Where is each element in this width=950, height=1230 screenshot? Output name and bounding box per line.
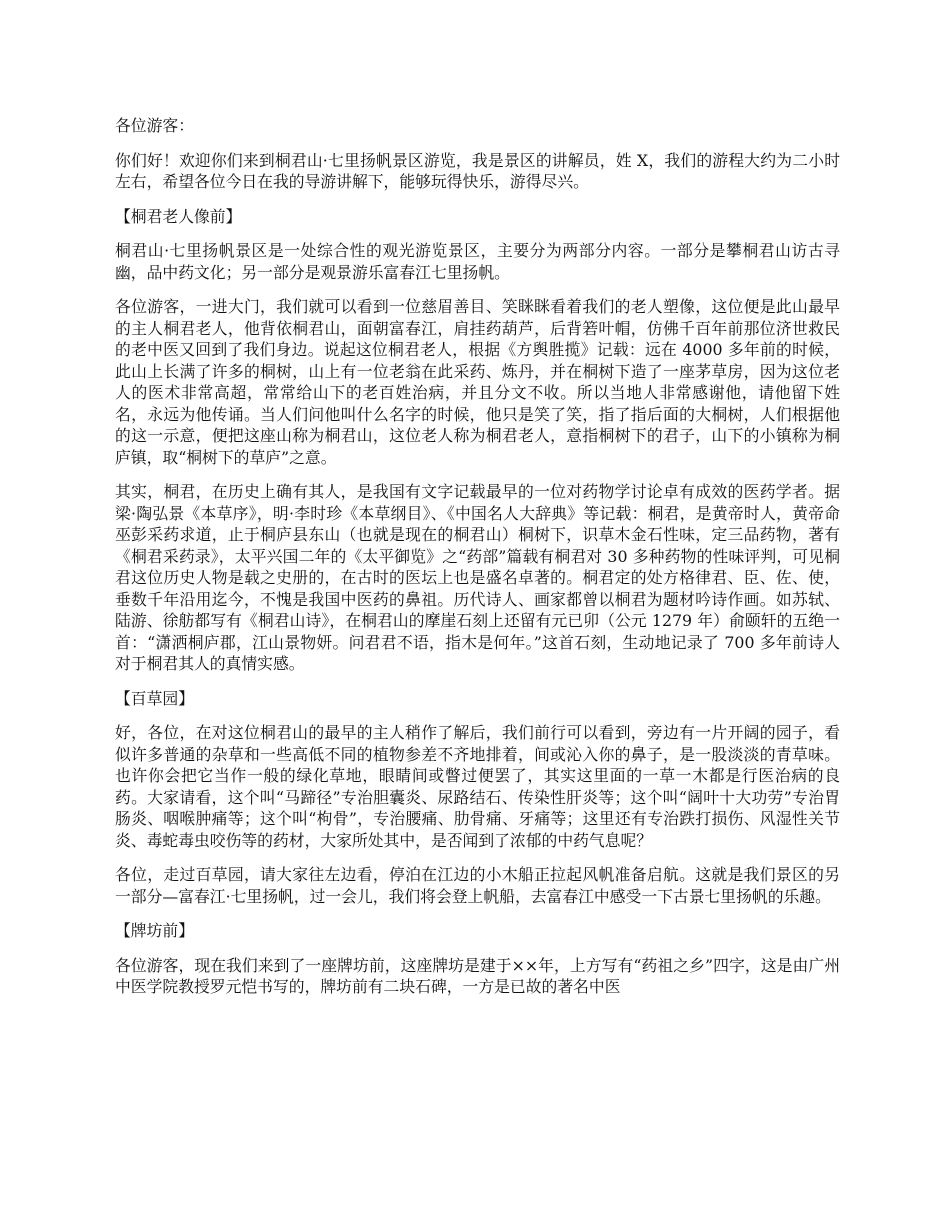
statue-paragraph: 各位游客，一进大门，我们就可以看到一位慈眉善目、笑眯眯看着我们的老人塑像，这位便是此山最早的主人桐君老人，他背依桐君山，面朝富春江，肩挂药葫芦，后背箬叶帽，仿佛千百年前那位济世救民的老中医又回到了我们身边。说起这位桐君老人，根据《方舆胜揽》记载：远在 4000 多年前的时候，此山上长满了许多的桐树，山上有一位老翁在此采药、炼丹，并在桐树下造了一座茅草房，因为这位老人的医术非常高超，常常给山下的老百姓治病，并且分文不收。所以当地人非常感谢他，请他留下姓名，永远为他传诵。当人们问他叫什么名字的时候，他只是笑了笑，指了指后面的大桐树，人们根据他的这一示意，便把这座山称为桐君山，这位老人称为桐君老人，意指桐树下的君子，山下的小镇称为桐庐镇，取“桐树下的草庐”之意。 xyxy=(115,297,840,467)
section-heading-archway: 【牌坊前】 xyxy=(115,921,194,940)
intro-paragraph: 你们好！欢迎你们来到桐君山·七里扬帆景区游览，我是景区的讲解员，姓 X，我们的游程大约为二小时左右，希望各位今日在我的导游讲解下，能够玩得快乐，游得尽兴。 xyxy=(115,150,840,191)
overview-paragraph: 桐君山·七里扬帆景区是一处综合性的观光游览景区，主要分为两部分内容。一部分是攀桐君山访古寻幽，品中药文化；另一部分是观景游乐富春江七里扬帆。 xyxy=(115,241,840,282)
document-page xyxy=(115,115,840,1011)
section-heading-statue: 【桐君老人像前】 xyxy=(115,206,242,226)
section-heading-herb-garden: 【百草园】 xyxy=(115,688,194,708)
history-paragraph: 其实，桐君，在历史上确有其人，是我国有文字记载最早的一位对药物学讨论卓有成效的医药学者。据梁·陶弘景《本草序》，明·李时珍《本草纲目》、《中国名人大辞典》等记载：桐君，是黄帝时人，黄帝命巫彭采药求道，止于桐庐县东山（也就是现在的桐君山）桐树下，识草木金石性味，定三品药物，著有《桐君采药录》，太平兴国二年的《太平御览》之“药部”篇载有桐君对 30 多种药物的性味评判，可见桐君这位历史人物是载之史册的，在古时的医坛上也是盛名卓著的。桐君定的处方格律君、臣、佐、使，垂数千年沿用迄今，不愧是我国中医药的鼻祖。历代诗人、画家都曾以桐君为题材吟诗作画。如苏轼、陆游、徐舫都写有《桐君山诗》，在桐君山的摩崖石刻上还留有元已卯（公元 1279 年）俞颐轩的五绝一首：“潇洒桐庐郡，江山景物妍。问君君不语，指木是何年。”这首石刻，生动地记录了 700 多年前诗人对于桐君其人的真情实感。 xyxy=(115,482,840,673)
herb-garden-paragraph: 好，各位，在对这位桐君山的最早的主人稍作了解后，我们前行可以看到，旁边有一片开阔的园子，看似许多普通的杂草和一些高低不同的植物参差不齐地排着，间或沁入你的鼻子，是一股淡淡的青草味。也许你会把它当作一般的绿化草地，眼睛间或瞥过便罢了，其实这里面的一草一木都是行医治病的良药。大家请看，这个叫“马蹄径”专治胆囊炎、尿路结石、传染性肝炎等；这个叫“阔叶十大功劳”专治胃肠炎、咽喉肿痛等；这个叫“枸骨”，专治腰痛、肋骨痛、牙痛等；这里还有专治跌打损伤、风湿性关节炎、毒蛇毒虫咬伤等的药材，大家所处其中，是否闻到了浓郁的中药气息呢？ xyxy=(115,723,840,850)
greeting: 各位游客： xyxy=(115,116,194,135)
sailing-paragraph: 各位，走过百草园，请大家往左边看，停泊在江边的小木船正拉起风帆准备启航。这就是我们景区的另一部分—富春江·七里扬帆，过一会儿，我们将会登上帆船，去富春江中感受一下古景七里扬帆的乐趣。 xyxy=(115,865,840,906)
archway-paragraph: 各位游客，现在我们来到了一座牌坊前，这座牌坊是建于××年，上方写有“药祖之乡”四字，这是由广州中医学院教授罗元恺书写的，牌坊前有二块石碑，一方是已故的著名中医 xyxy=(115,955,840,996)
